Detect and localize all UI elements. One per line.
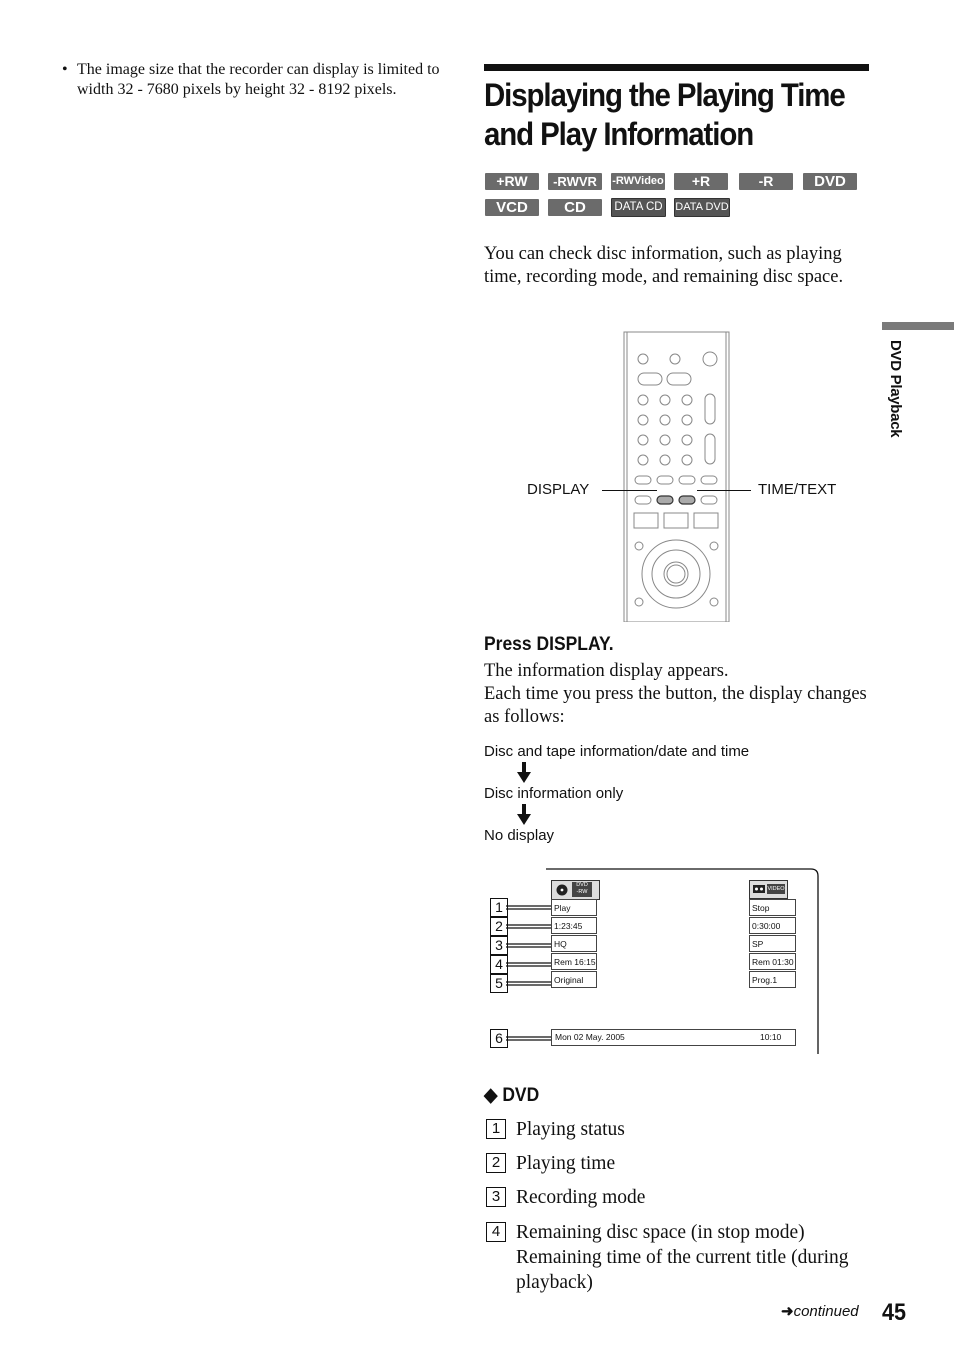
badge-cd: CD [548,199,602,216]
osd-time: 10:10 [760,1032,782,1042]
osd-recording-mode: HQ [551,935,597,952]
flow-step-2: Disc information only [484,785,624,802]
step-description [484,660,874,729]
step-description-line-1: The information display appears. [484,661,729,681]
display-leader-line [602,490,657,491]
legend-number-1: 1 [486,1119,506,1139]
badge-vcd: VCD [485,199,539,216]
legend-number-3: 3 [486,1187,506,1207]
tape-type-label: VIDEO [767,886,785,892]
down-arrow-icon [516,804,532,826]
badge-minus-r: -R [739,173,793,190]
legend-item-4 [486,1220,876,1295]
side-tab-text: DVD Playback [887,340,904,438]
disc-type-label: DVD -RW [572,882,592,897]
osd-tape-status: Stop [749,899,796,916]
osd-playing-status: Play [551,899,597,916]
note-text: The image size that the recorder can display is limited to width 32 - 7680 pixels by height 32 - 8192 pixels. [77,61,440,98]
osd-title-type: Original [551,971,597,988]
legend-text-1: Playing status [516,1119,625,1140]
osd-callout-3: 3 [490,936,508,955]
osd-callout-5: 5 [490,974,508,993]
badge-data-cd: DATA CD [611,198,666,217]
side-tab-bar [882,322,954,330]
legend-text-4: Remaining disc space (in stop mode) Remaining time of the current title (during playback) [516,1222,849,1293]
display-button-label: DISPLAY [527,481,590,498]
badge-dvd: DVD [803,173,857,190]
remote-control-illustration [614,330,739,622]
osd-callout-4: 4 [490,955,508,974]
osd-left-fields [551,899,598,1019]
step-heading: Press DISPLAY. [484,634,614,655]
title-rule [484,64,869,71]
diamond-icon: ◆ [484,1085,498,1106]
osd-tape-mode: SP [749,935,796,952]
page-number: 45 [882,1299,907,1326]
note-bullet: • [62,61,68,78]
vhs-tape-icon [749,880,788,899]
osd-date-time-bar [551,1029,796,1046]
disc-icon [556,884,568,896]
image-size-note [62,60,457,100]
osd-callout-1: 1 [490,898,508,917]
legend-text-3: Recording mode [516,1187,646,1208]
osd-right-fields [749,899,796,1019]
dvd-section-heading [484,1084,539,1107]
on-screen-display-diagram [488,868,823,1056]
legend-item-3 [486,1185,876,1210]
right-arrow-icon: ➜ [781,1303,794,1320]
osd-tape-time: 0:30:00 [749,917,796,934]
legend-item-1 [486,1117,876,1142]
page-title [484,76,852,154]
time-text-button-label: TIME/TEXT [758,481,837,498]
legend-number-4: 4 [486,1222,506,1242]
page-title-line-1: Displaying the Playing Time [484,77,845,113]
page-title-line-2: and Play Information [484,116,754,152]
osd-playing-time: 1:23:45 [551,917,597,934]
badge-plus-rw: +RW [485,173,539,190]
flow-step-3: No display [484,827,555,844]
legend-item-2 [486,1151,876,1176]
osd-remaining: Rem 16:15 [551,953,597,970]
osd-tape-remaining: Rem 01:30 [749,953,796,970]
badge-rw-video: -RWVideo [611,173,665,190]
legend-number-2: 2 [486,1153,506,1173]
continued-text: continued [793,1303,859,1320]
osd-callout-2: 2 [490,917,508,936]
time-text-leader-line [697,490,751,491]
osd-tape-program: Prog.1 [749,971,796,988]
side-tab-label [884,340,906,450]
badge-rw-vr: -RWVR [548,173,602,190]
legend-text-2: Playing time [516,1153,616,1174]
osd-date: Mon 02 May. 2005 [555,1032,625,1042]
badge-data-dvd: DATA DVD [674,198,730,217]
step-description-line-2: Each time you press the button, the display changes as follows: [484,684,867,727]
flow-step-1: Disc and tape information/date and time [484,743,750,760]
dvd-section-title: DVD [502,1085,540,1106]
dvd-rw-disc-icon [551,880,600,900]
cassette-icon [753,885,765,893]
badge-plus-r: +R [674,173,728,190]
intro-text: You can check disc information, such as playing time, recording mode, and remaining disc space. [484,244,844,287]
osd-callout-6: 6 [490,1029,508,1048]
down-arrow-icon [516,762,532,784]
continued-note [781,1302,859,1320]
